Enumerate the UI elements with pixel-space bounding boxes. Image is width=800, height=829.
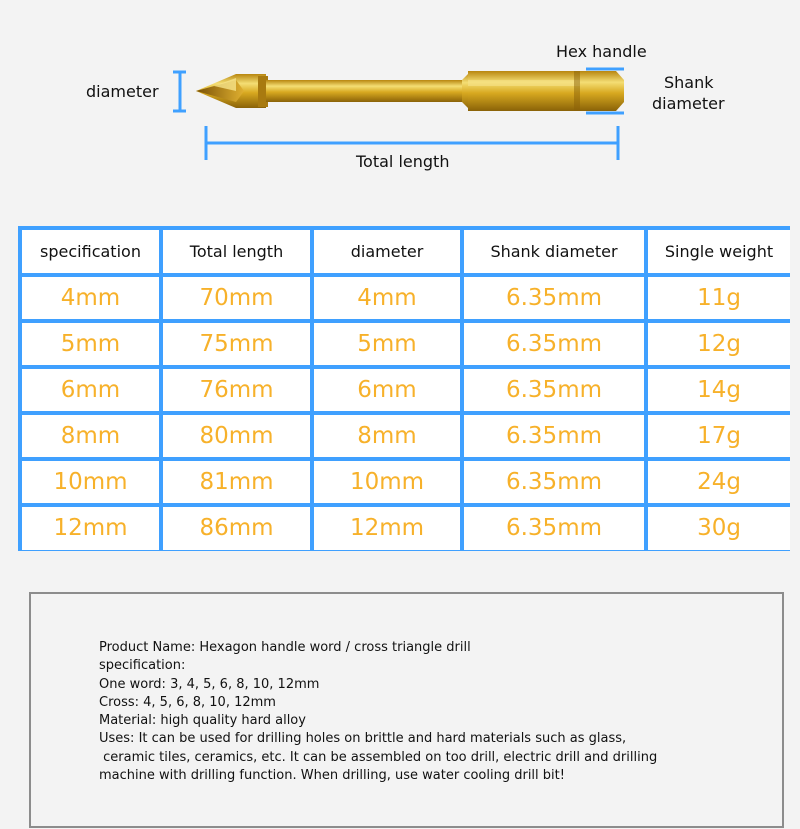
table-cell-specification: 12mm: [22, 507, 159, 550]
shank-label-line1: Shank: [664, 73, 714, 92]
description-line: Product Name: Hexagon handle word / cross triangle drill: [99, 640, 471, 655]
table-cell-single-weight: 30g: [648, 507, 790, 550]
header-single-weight: Single weight: [648, 230, 790, 273]
diameter-bracket: [173, 72, 186, 111]
drill-bit: [196, 71, 624, 111]
hex-handle-label: Hex handle: [556, 42, 647, 61]
header-shank-diameter: Shank diameter: [464, 230, 644, 273]
table-cell-diameter: 12mm: [314, 507, 460, 550]
table-cell-total-length: 70mm: [163, 277, 310, 320]
table-cell-total-length: 86mm: [163, 507, 310, 550]
shank-diameter-label: [652, 72, 762, 114]
table-cell-specification: 4mm: [22, 277, 159, 320]
table-cell-single-weight: 17g: [648, 415, 790, 458]
table-cell-diameter: 10mm: [314, 461, 460, 504]
table-cell-shank-diameter: 6.35mm: [464, 461, 644, 504]
product-description-box: [29, 592, 784, 828]
table-cell-single-weight: 24g: [648, 461, 790, 504]
table-cell-specification: 6mm: [22, 369, 159, 412]
table-cell-single-weight: 14g: [648, 369, 790, 412]
table-cell-total-length: 81mm: [163, 461, 310, 504]
table-cell-specification: 5mm: [22, 323, 159, 366]
drill-diagram: [0, 0, 800, 200]
table-cell-diameter: 5mm: [314, 323, 460, 366]
table-cell-specification: 10mm: [22, 461, 159, 504]
diameter-label: diameter: [86, 82, 159, 101]
table-cell-specification: 8mm: [22, 415, 159, 458]
header-diameter: diameter: [314, 230, 460, 273]
table-cell-shank-diameter: 6.35mm: [464, 507, 644, 550]
description-line: specification:: [99, 658, 186, 674]
header-total-length: Total length: [163, 230, 310, 273]
table-cell-total-length: 76mm: [163, 369, 310, 412]
shank-label-line2: diameter: [652, 94, 725, 113]
table-cell-single-weight: 11g: [648, 277, 790, 320]
table-cell-shank-diameter: 6.35mm: [464, 369, 644, 412]
description-line: One word: 3, 4, 5, 6, 8, 10, 12mm: [99, 676, 320, 692]
table-cell-shank-diameter: 6.35mm: [464, 323, 644, 366]
spec-table: [18, 226, 790, 551]
table-cell-diameter: 8mm: [314, 415, 460, 458]
table-cell-single-weight: 12g: [648, 323, 790, 366]
description-line: Cross: 4, 5, 6, 8, 10, 12mm: [99, 694, 276, 710]
table-cell-diameter: 4mm: [314, 277, 460, 320]
table-cell-diameter: 6mm: [314, 369, 460, 412]
total-length-label: Total length: [356, 152, 450, 171]
description-line: Material: high quality hard alloy: [99, 713, 306, 729]
table-cell-total-length: 80mm: [163, 415, 310, 458]
description-line: ceramic tiles, ceramics, etc. It can be assembled on too drill, electric drill and drilling: [99, 749, 658, 765]
table-cell-shank-diameter: 6.35mm: [464, 415, 644, 458]
description-line: Uses: It can be used for drilling holes on brittle and hard materials such as glass,: [99, 731, 627, 747]
table-cell-shank-diameter: 6.35mm: [464, 277, 644, 320]
product-description-text: [99, 639, 759, 785]
description-line: machine with drilling function. When drilling, use water cooling drill bit!: [99, 768, 565, 784]
header-specification: specification: [22, 230, 159, 273]
table-cell-total-length: 75mm: [163, 323, 310, 366]
